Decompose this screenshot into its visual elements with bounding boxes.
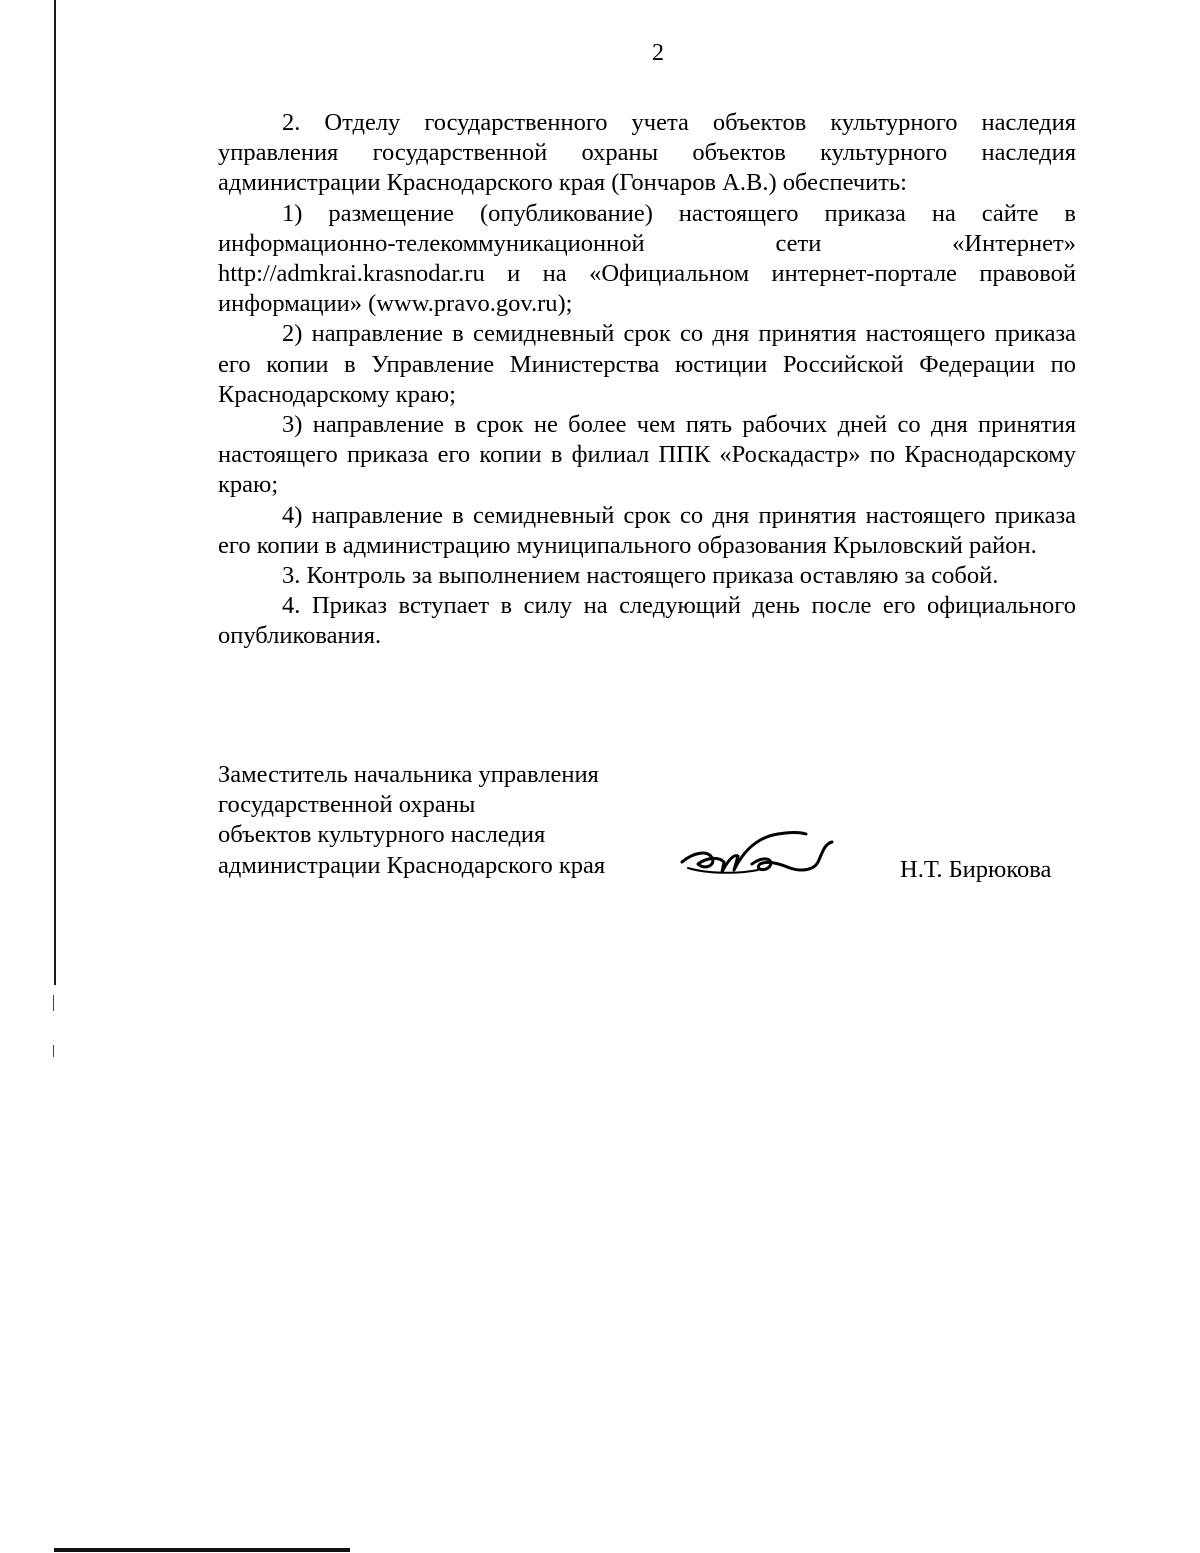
paragraph-item-2: 2) направление в семидневный срок со дня принятия настоящего приказа его копии в Управление Министерства юстиции Российской Федерации по Краснодарскому краю; (218, 320, 1076, 408)
signer-title-line: Заместитель начальника управления (218, 761, 599, 788)
scan-bottom-edge (54, 1548, 350, 1552)
signer-title-line: государственной охраны (218, 791, 476, 819)
signer-title-line: объектов культурного наследия (218, 821, 546, 849)
scan-mark (53, 995, 54, 1011)
paragraph-section-3: 3. Контроль за выполнением настоящего приказа оставляю за собой. (282, 562, 999, 590)
paragraph-item-3: 3) направление в срок не более чем пять рабочих дней со дня принятия настоящего приказа его копии в филиал ППК «Роскадастр» по Краснодарскому краю; (218, 411, 1076, 499)
paragraph-section-2: 2. Отделу государственного учета объектов культурного наследия управления государственной охраны объектов культурного наследия администрации Краснодарского края (Гончаров А.В.) обеспечить: (218, 109, 1076, 197)
handwritten-signature (678, 828, 848, 886)
page-number: 2 (652, 40, 664, 66)
scan-left-edge (54, 0, 56, 985)
paragraph-item-1: 1) размещение (опубликование) настоящего приказа на сайте в информационно-телекоммуникационной сети «Интернет» http://admkrai.krasnodar.ru и на «Официальном интернет-портале правовой информации» (www.pravo.gov.ru); (218, 199, 1076, 318)
document-body (218, 108, 1076, 652)
paragraph-section-4: 4. Приказ вступает в силу на следующий день после его официального опубликования. (218, 592, 1076, 650)
signer-title-line: администрации Краснодарского края (218, 851, 606, 879)
signature-block (218, 760, 1078, 890)
signer-name: Н.Т. Бирюкова (900, 856, 1052, 883)
scan-mark (53, 1045, 54, 1057)
paragraph-item-4: 4) направление в семидневный срок со дня принятия настоящего приказа его копии в администрацию муниципального образования Крыловский район. (218, 501, 1076, 559)
signer-title (218, 760, 605, 881)
